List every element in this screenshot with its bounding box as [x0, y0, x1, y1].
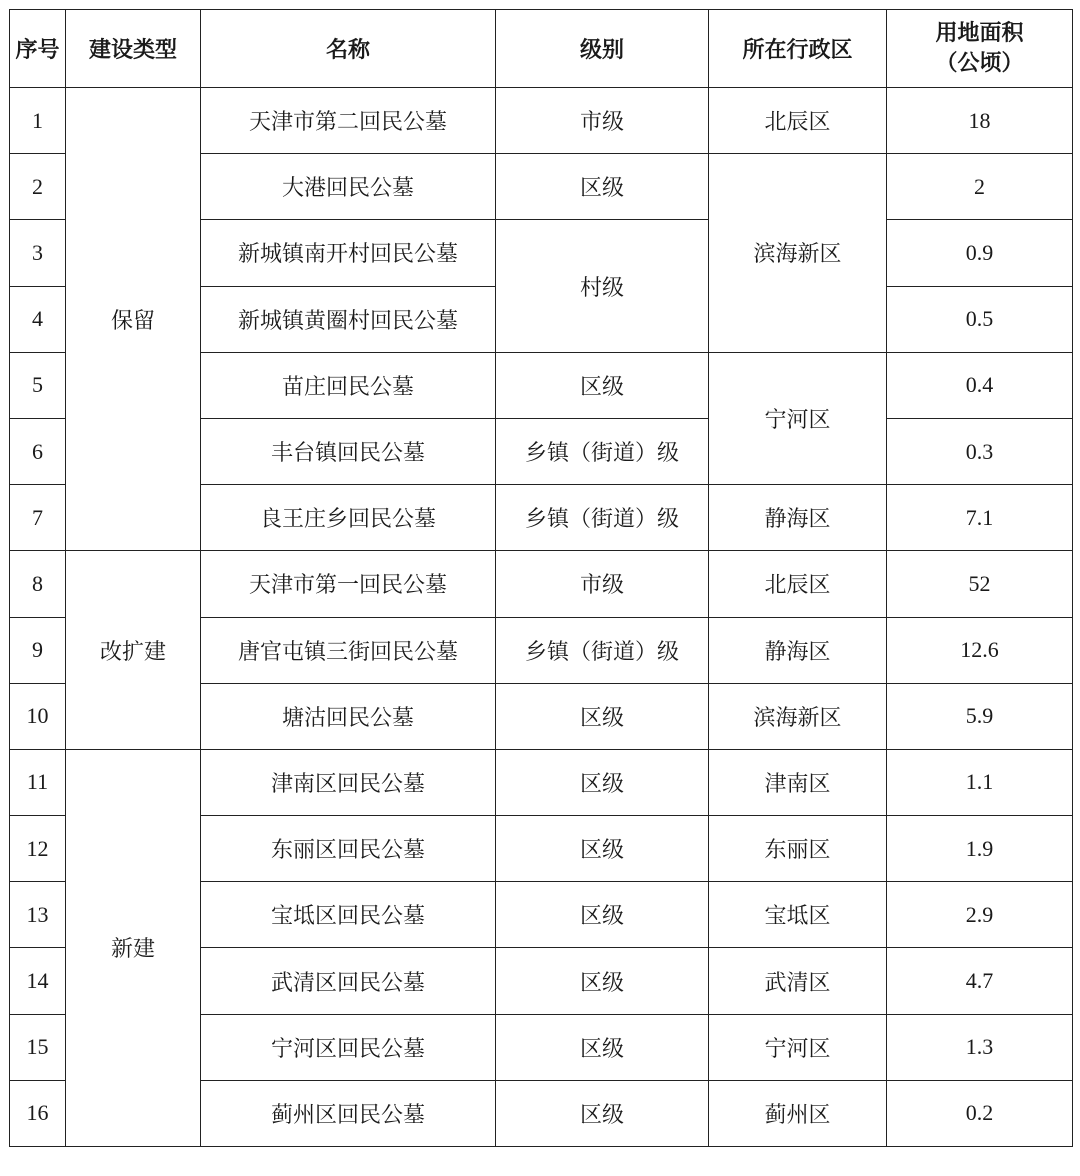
table-title [0, 0, 1080, 6]
cell-district: 滨海新区 [709, 683, 887, 749]
cell-district: 东丽区 [709, 816, 887, 882]
header-district: 所在行政区 [709, 10, 887, 88]
cell-seq: 14 [10, 948, 66, 1014]
cell-level: 乡镇（街道）级 [496, 418, 709, 484]
cell-level: 区级 [496, 882, 709, 948]
cell-seq: 13 [10, 882, 66, 948]
cell-district: 静海区 [709, 617, 887, 683]
cell-district: 蓟州区 [709, 1080, 887, 1146]
table-row [10, 88, 1073, 154]
header-area [887, 10, 1073, 88]
cell-district: 宝坻区 [709, 882, 887, 948]
cell-level: 区级 [496, 816, 709, 882]
cell-name: 唐官屯镇三街回民公墓 [201, 617, 496, 683]
cell-name: 塘沽回民公墓 [201, 683, 496, 749]
cell-level: 区级 [496, 948, 709, 1014]
cell-level: 区级 [496, 1014, 709, 1080]
cell-name: 武清区回民公墓 [201, 948, 496, 1014]
header-type: 建设类型 [66, 10, 201, 88]
header-area-line2: （公顷） [935, 50, 1024, 76]
cell-level: 乡镇（街道）级 [496, 617, 709, 683]
cell-area: 1.1 [887, 749, 1073, 815]
cell-seq: 6 [10, 418, 66, 484]
cell-district: 滨海新区 [709, 154, 887, 353]
cell-district: 武清区 [709, 948, 887, 1014]
cell-seq: 15 [10, 1014, 66, 1080]
cell-level: 区级 [496, 749, 709, 815]
table-row [10, 551, 1073, 617]
cell-area: 1.9 [887, 816, 1073, 882]
cell-level: 区级 [496, 154, 709, 220]
cell-seq: 3 [10, 220, 66, 286]
cell-area: 5.9 [887, 683, 1073, 749]
cell-district: 静海区 [709, 485, 887, 551]
cell-district: 津南区 [709, 749, 887, 815]
cell-name: 天津市第一回民公墓 [201, 551, 496, 617]
cell-seq: 1 [10, 88, 66, 154]
header-level: 级别 [496, 10, 709, 88]
cell-name: 苗庄回民公墓 [201, 352, 496, 418]
cell-name: 东丽区回民公墓 [201, 816, 496, 882]
cell-level: 市级 [496, 551, 709, 617]
cell-level: 市级 [496, 88, 709, 154]
cell-name: 宝坻区回民公墓 [201, 882, 496, 948]
cell-seq: 2 [10, 154, 66, 220]
cell-area: 0.5 [887, 286, 1073, 352]
cell-name: 宁河区回民公墓 [201, 1014, 496, 1080]
cell-type-group: 新建 [66, 749, 201, 1146]
cell-seq: 5 [10, 352, 66, 418]
table-row [10, 749, 1073, 815]
cell-name: 新城镇黄圈村回民公墓 [201, 286, 496, 352]
cell-seq: 11 [10, 749, 66, 815]
cell-name: 大港回民公墓 [201, 154, 496, 220]
header-area-line1: 用地面积 [935, 20, 1024, 46]
cell-seq: 12 [10, 816, 66, 882]
header-name: 名称 [201, 10, 496, 88]
cell-area: 1.3 [887, 1014, 1073, 1080]
cell-area: 4.7 [887, 948, 1073, 1014]
cell-name: 天津市第二回民公墓 [201, 88, 496, 154]
cell-level: 区级 [496, 1080, 709, 1146]
cell-area: 7.1 [887, 485, 1073, 551]
cell-seq: 4 [10, 286, 66, 352]
cell-area: 12.6 [887, 617, 1073, 683]
cell-area: 2 [887, 154, 1073, 220]
cell-area: 18 [887, 88, 1073, 154]
cell-type-group: 改扩建 [66, 551, 201, 750]
header-seq: 序号 [10, 10, 66, 88]
cell-district: 宁河区 [709, 1014, 887, 1080]
cell-seq: 9 [10, 617, 66, 683]
cell-name: 新城镇南开村回民公墓 [201, 220, 496, 286]
cell-district: 北辰区 [709, 88, 887, 154]
table-header-row [10, 10, 1073, 88]
cell-district: 北辰区 [709, 551, 887, 617]
cell-area: 0.4 [887, 352, 1073, 418]
cell-area: 52 [887, 551, 1073, 617]
cell-name: 丰台镇回民公墓 [201, 418, 496, 484]
cell-district: 宁河区 [709, 352, 887, 484]
cell-level: 区级 [496, 683, 709, 749]
cell-seq: 8 [10, 551, 66, 617]
cell-area: 2.9 [887, 882, 1073, 948]
cell-seq: 10 [10, 683, 66, 749]
cell-level: 乡镇（街道）级 [496, 485, 709, 551]
cell-area: 0.9 [887, 220, 1073, 286]
cemetery-table [9, 9, 1073, 1147]
cell-level: 区级 [496, 352, 709, 418]
cell-seq: 16 [10, 1080, 66, 1146]
cell-name: 蓟州区回民公墓 [201, 1080, 496, 1146]
cell-seq: 7 [10, 485, 66, 551]
cell-type-group: 保留 [66, 88, 201, 551]
cell-area: 0.2 [887, 1080, 1073, 1146]
cell-name: 良王庄乡回民公墓 [201, 485, 496, 551]
cell-area: 0.3 [887, 418, 1073, 484]
cell-name: 津南区回民公墓 [201, 749, 496, 815]
cell-level: 村级 [496, 220, 709, 352]
